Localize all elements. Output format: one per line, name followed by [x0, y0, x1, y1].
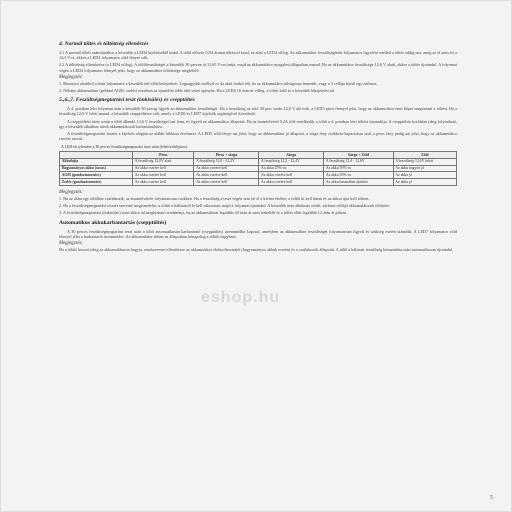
table-header-cell: Piros — [133, 152, 194, 159]
paragraph-7-1: A 30 perces feszültségmegtartási teszt után a töltő automatikusan karbantartó (csepptöltés) üzemmódba kapcsol, amelyben az akkumulátor feszültségét folyamatosan figyeli és szükség esetén utántölti. A LED7 folyamatos zöld fénnyel jelzi a karbantartó üzemmódot. Az akkumulátor ebben az állapotban hónapokig a töltőn hagyható. — [59, 228, 457, 239]
table-cell: Az akku jó — [393, 179, 456, 186]
table-row — [60, 158, 457, 165]
table-header-cell: Sárga — [259, 152, 324, 159]
table-cell: Az akku 50%-os — [324, 172, 393, 179]
table-cell: A feszültség 12,0V alatt — [133, 158, 194, 165]
table-header-cell — [60, 152, 133, 159]
table-caption: A LED-ek jelentése a 30 perces feszültségmegtartási teszt után (fehér/zöld/piros) — [61, 145, 187, 150]
paragraph-4-2: 4.2 A töltöttség ellenőrzése (a LED4 villog). A töltőfeszültséget a készülék 30 percen át 13,65 V-on tartja, majd az akkumulátor nyugalmi állapotban marad. Ha az akkumulátor feszültsége 12,6 V alatti, akkor a töltés újraindul. A folyamat végén a LED4 folyamatos fénnyel jelzi, hogy az akkumulátor töltöttsége megfelelő. — [59, 62, 457, 73]
table-cell: Zselés (gondozásmentes) — [60, 179, 133, 186]
table-cell: Az akku cserére kell — [259, 179, 324, 186]
table-cell: Az akku cserére kell — [259, 172, 324, 179]
table-row — [60, 165, 457, 172]
table-cell: A feszültség 12,6V felett — [393, 158, 456, 165]
table-cell: Az akku cserére kell — [133, 172, 194, 179]
paragraph-5-3: A feszültségmegtartási tesztet a kijelzés alapján az alábbi táblázat értelmezi. A LED5 zöld fénye azt jelzi, hogy az akkumulátor jó állapotú, a sárga fény csökkent kapacitásra utal, a piros fény pedig azt jelzi, hogy az akkumulátor cserére szorul. — [59, 131, 457, 142]
notes-title: Megjegyzés: — [59, 189, 83, 195]
table-header-cell: Piros + sárga — [194, 152, 259, 159]
table-cell: Az akku cserére kell — [194, 165, 259, 172]
table-header-cell: Zöld — [393, 152, 456, 159]
table-cell: Az akku 50%-os — [324, 165, 393, 172]
table-cell: Akkufajta — [60, 158, 133, 165]
battery-test-table — [59, 145, 457, 186]
note-6-3: 3. A feszültségmegtartási (önkisülés) teszt akkor ad megbízható eredményt, ha az akkumulátort legalább 24 órán át nem terhelték és a töltés előtt legalább 12 órán át pihent. — [59, 210, 348, 216]
table-cell: Az akku jó — [393, 172, 456, 179]
table-cell: Az akku cserére kell — [133, 179, 194, 186]
paragraph-4-1: 4.1 A normál töltés számításához a készülék a LED4 kijelzéséből indul. A töltő először 0,8A áramú töltéssel kezd, ez alatt a LED4 villog. Az akkumulátor feszültségének folyamatos figyelése mellett a töltés addig tart, amíg az el nem éri a 14,3 V-ot, ekkor a LED4 folyamatos zöld fényre vált. — [59, 50, 457, 61]
page-content — [59, 41, 457, 254]
section-4-heading: 4. Normál töltés és töltöttség ellenőrzés — [59, 41, 149, 47]
paragraph-5-intro: A 4. pontban leírt folyamat után a készülék 30 percig figyeli az akkumulátor feszültségét. Ha a feszültség az első 30 perc során 12,6 V alá esik, a LED5 piros fénnyel jelzi, hogy az akkumulátor nem képes megtartani a töltést. Ha a feszültség 12,6 V felett marad, a készülék csepptöltésre vált, amely a LED6 és LED7 kijelzők segítségével követhető. — [59, 106, 457, 117]
table-cell: A feszültség 12,2 - 12,4V — [259, 158, 324, 165]
note-6-1: 1. Ha az akku egy töltőhöz csatlakozik, az áramfelvétele folyamatosan csökken. Ha a feszültség a teszt végén sem éri el a kívánt értéket, a töltőt ki kell húzni és az akkut újra kell tölteni. — [59, 195, 370, 201]
section-7-heading: Automatikus akkukarbantartás (csepptöltés) — [59, 219, 167, 226]
note-6-2: 2. Ha a feszültségmegtartási tesztet szeretné megismételni, a töltőt a hálózatról le kell választani, majd a folyamat újraindul. A készülék nem alkalmas sérült, zárlatos cellájú akkumulátorok töltésére. — [59, 203, 391, 209]
table-cell: Az akku nagyon jó — [393, 165, 456, 172]
note-4-1: 1. Bizonyos okokból a fenti folyamatot a készülék idő előtt befejezheti. Legnagyobb eséllyel ez 4a alatt fordul elő, ha az akkumulátor túlságosan lemerült, vagy a 3 cellája közül egy zárlatos. — [59, 80, 378, 86]
notes-title: Megjegyzés: — [59, 74, 83, 80]
table-cell: A feszültség 12,4 - 12,6V — [324, 158, 393, 165]
table-cell: Hagyományos akku (savas) — [60, 165, 133, 172]
watermark: eshop.hu — [201, 289, 281, 306]
page-number: 5 — [490, 495, 493, 501]
table-cell: A feszültség 12,0 - 12,2V — [194, 158, 259, 165]
section-5-heading: 5.,6.,7. Feszültségmegtartási teszt (önkisülés) és csepptöltés — [59, 97, 195, 104]
paragraph-5-2: A csepptöltési fázis során a töltő állandó 13,6 V feszültséget tart fenn, és figyeli az akkumulátor állapotát. Ha az áramfelvétel 0,2A fölé emelkedik, a töltő a 4. pontban leírt töltést újraindítja. A csepptöltés korlátlan ideig folytatható, így a készülék alkalmas tárolt akkumulátorok karbantartására. — [59, 118, 457, 129]
note-4-2: 2. Néhány akkumulátor (például AGM, zselés) esetében az újratöltés több időt vehet igénybe. Ha a LED4 16 órán át villog, a töltés leáll és a készülék hibajelzést ad. — [59, 88, 335, 94]
table-cell: Az akku 25%-os — [259, 165, 324, 172]
table-cell: Az akku használata ajánlott — [324, 179, 393, 186]
table-header-cell: Sárga + Zöld — [324, 152, 393, 159]
table-cell: Az akku cserére kell — [133, 165, 194, 172]
table-cell: AGM (gondozásmentes) — [60, 172, 133, 179]
table-cell: Az akku cserére kell — [194, 179, 259, 186]
table-cell: Az akku cserére kell — [194, 172, 259, 179]
table-row — [60, 179, 457, 186]
table-row — [60, 172, 457, 179]
notes-title: Megjegyzés: — [59, 240, 83, 246]
table-header-row — [60, 152, 457, 159]
note-7: Ha a töltőt hosszú ideig az akkumulátoron hagyja, rendszeresen ellenőrizze az akkumulátor elektrolitszintjét (hagyományos akkuk esetén) és a csatlakozók állapotát. A töltő a hálózati feszültség kimaradása után automatikusan újraindul. — [59, 246, 454, 252]
